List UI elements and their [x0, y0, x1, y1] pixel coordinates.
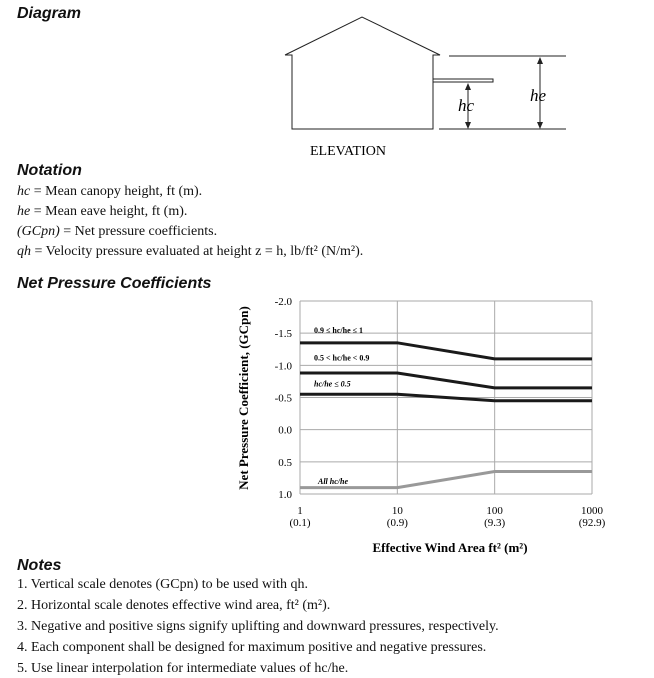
arrow-icon: [465, 83, 471, 90]
x-tick-label: 10: [391, 505, 403, 517]
y-tick-label: 0.0: [278, 424, 292, 437]
y-tick-label: -2.0: [274, 296, 292, 308]
x-axis-title: Effective Wind Area ft² (m²): [372, 540, 528, 555]
x-tick-label: 100: [486, 505, 503, 517]
notation-qh: qh = Velocity pressure evaluated at height z = h, lb/ft² (N/m²).: [17, 244, 364, 259]
arrow-icon: [537, 57, 543, 64]
he-label: he: [530, 86, 547, 105]
series-line: [300, 394, 592, 400]
heading-coefficients: Net Pressure Coefficients: [17, 275, 212, 292]
y-axis-title: Net Pressure Coefficient, (GCpn): [236, 306, 251, 490]
series-label: 0.9 ≤ hc/he ≤ 1: [314, 325, 364, 335]
y-tick-label: -1.0: [274, 360, 292, 373]
note-5: 5. Use linear interpolation for intermediate values of hc/he.: [17, 661, 349, 676]
note-4: 4. Each component shall be designed for maximum positive and negative pressures.: [17, 640, 487, 655]
x-tick-sublabel: (92.9): [578, 517, 606, 529]
x-tick-label: 1: [297, 505, 303, 517]
notation-he: he = Mean eave height, ft (m).: [17, 204, 188, 219]
x-tick-sublabel: (9.3): [484, 517, 506, 529]
elevation-caption: ELEVATION: [310, 144, 386, 159]
series-line: [300, 471, 592, 487]
house-outline: [285, 17, 440, 129]
note-3: 3. Negative and positive signs signify uplifting and downward pressures, respectively.: [17, 619, 499, 634]
heading-notation: Notation: [17, 162, 82, 179]
heading-diagram: Diagram: [17, 5, 82, 22]
y-tick-label: 0.5: [278, 456, 292, 469]
note-1: 1. Vertical scale denotes (GCpn) to be used with qh.: [17, 577, 308, 592]
series-label: All hc/he: [318, 477, 349, 487]
arrow-icon: [537, 122, 543, 129]
x-tick-label: 1000: [581, 505, 603, 517]
hc-label: hc: [458, 96, 475, 115]
series-label: hc/he ≤ 0.5: [314, 379, 351, 389]
notation-gcpn: (GCpn) = Net pressure coefficients.: [17, 224, 218, 239]
y-tick-label: -0.5: [274, 392, 292, 405]
notation-hc: hc = Mean canopy height, ft (m).: [17, 184, 203, 199]
note-2: 2. Horizontal scale denotes effective wind area, ft² (m²).: [17, 598, 331, 613]
series-line: [300, 373, 592, 388]
y-tick-label: 1.0: [278, 489, 292, 501]
canopy: [433, 79, 493, 82]
x-tick-sublabel: (0.9): [386, 517, 408, 529]
series-label: 0.5 < hc/he < 0.9: [314, 353, 370, 363]
x-tick-sublabel: (0.1): [289, 517, 311, 529]
heading-notes: Notes: [17, 557, 62, 574]
y-tick-label: -1.5: [274, 328, 292, 341]
arrow-icon: [465, 122, 471, 129]
elevation-diagram: [0, 0, 654, 165]
series-line: [300, 343, 592, 359]
